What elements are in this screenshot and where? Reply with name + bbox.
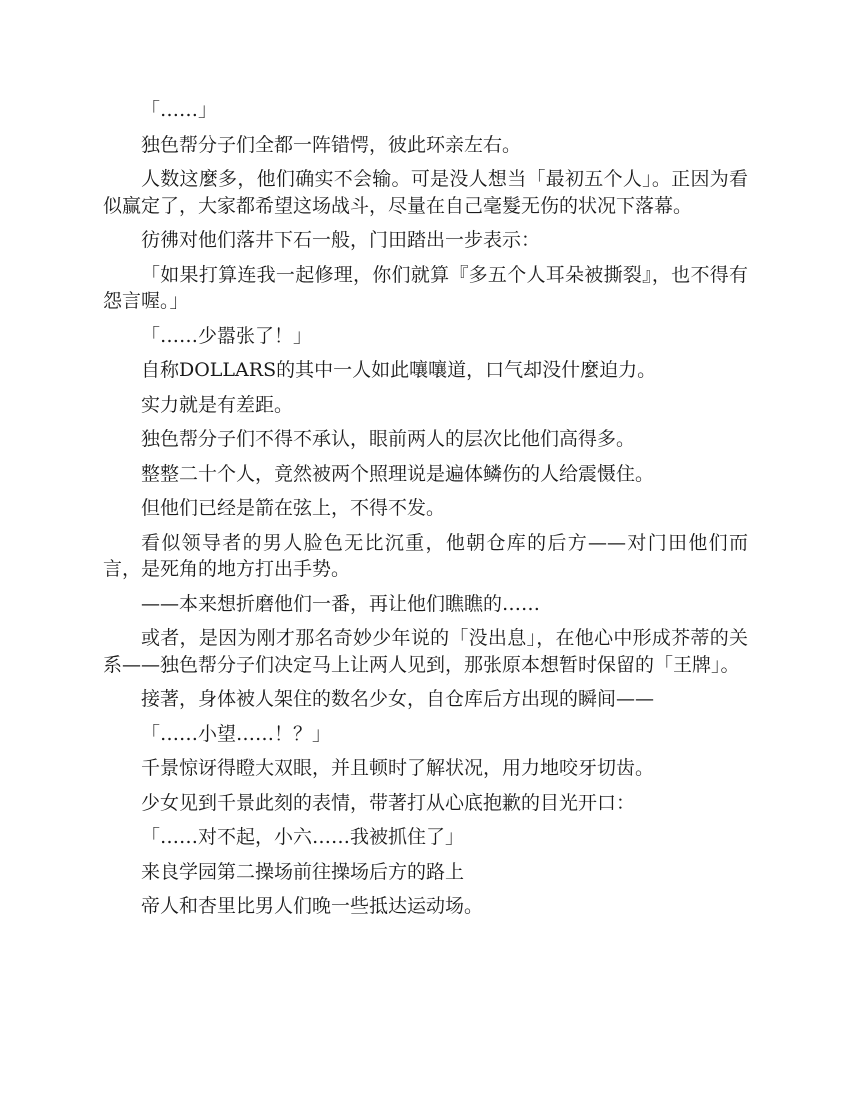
- paragraph: 来良学园第二操场前往操场后方的路上: [141, 860, 465, 883]
- paragraph: 独色帮分子们不得不承认，眼前两人的层次比他们高得多。: [141, 428, 636, 450]
- paragraph: 实力就是有差距。: [141, 393, 294, 416]
- paragraph: ——本来想折磨他们一番，再让他们瞧瞧的……: [141, 592, 541, 615]
- paragraph: 但他们已经是箭在弦上，不得不发。: [141, 497, 446, 519]
- paragraph: 或者，是因为刚才那名奇妙少年说的「没出息」，在他心中形成芥蒂的关系——独色帮分子们决定马上让两人见到，那张原本想暂时保留的「王牌」。: [103, 627, 748, 676]
- paragraph: 「如果打算连我一起修理，你们就算『多五个人耳朵被撕裂』，也不得有怨言喔。」: [103, 263, 748, 312]
- paragraph: 「……」: [141, 99, 218, 121]
- paragraph: 「……对不起，小六……我被抓住了」: [141, 826, 465, 848]
- paragraph: 少女见到千景此刻的表情，带著打从心底抱歉的目光开口：: [141, 791, 636, 814]
- paragraph: 自称DOLLARS的其中一人如此嚷嚷道，口气却没什麼迫力。: [141, 359, 657, 381]
- paragraph: 整整二十个人，竟然被两个照理说是遍体鳞伤的人给震慑住。: [141, 462, 655, 485]
- paragraph: 「……小望……！？」: [141, 722, 332, 745]
- paragraph: 人数这麼多，他们确实不会输。可是没人想当「最初五个人」。正因为看似赢定了，大家都希望这场战斗，尽量在自己毫髮无伤的状况下落幕。: [103, 168, 748, 217]
- paragraph: 独色帮分子们全都一阵错愕，彼此环亲左右。: [141, 133, 522, 156]
- paragraph: 帝人和杏里比男人们晚一些抵达运动场。: [141, 895, 484, 917]
- paragraph: 千景惊讶得瞪大双眼，并且顿时了解状况，用力地咬牙切齿。: [141, 757, 655, 779]
- paragraph: 彷彿对他们落井下石一般，门田踏出一步表示：: [141, 229, 541, 251]
- paragraph: 看似领导者的男人脸色无比沉重，他朝仓库的后方——对门田他们而言，是死角的地方打出手势。: [103, 531, 748, 580]
- paragraph: 「……少嚣张了！」: [141, 324, 313, 347]
- document-body: [103, 97, 748, 928]
- paragraph: 接著，身体被人架住的数名少女，自仓库后方出现的瞬间——: [141, 688, 655, 710]
